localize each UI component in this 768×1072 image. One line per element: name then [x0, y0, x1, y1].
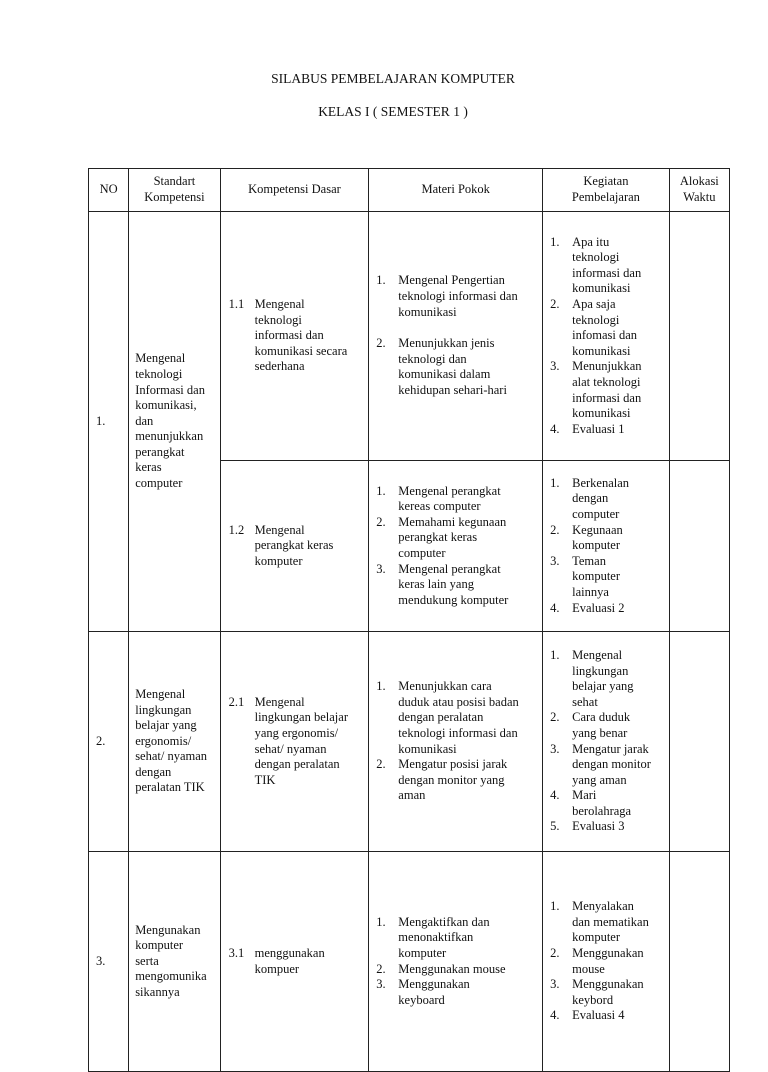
list-number: 2. [550, 710, 560, 725]
list-item-text: yang aman [572, 772, 627, 787]
list-item [548, 819, 666, 835]
kompetensi-dasar-cell [220, 632, 369, 852]
list-item-text: dengan monitor [572, 757, 651, 772]
list-item-text: Cara duduk [572, 710, 631, 725]
list-number: 2. [376, 757, 386, 772]
list-item-text: komunikasi [398, 741, 457, 756]
kompetensi-dasar-item: 2.1 Mengenal lingkungan belajar yang ergonomis/ sehat/ nyaman dengan peralatan TIK [228, 694, 348, 787]
alokasi-waktu-cell [669, 632, 729, 852]
table-row [89, 852, 730, 1072]
list-item [548, 899, 666, 946]
list-item-text: komputer [572, 569, 621, 584]
header-standart-kompetensi: Standart Kompetensi [129, 169, 220, 212]
list-item-text: perangkat keras [398, 530, 478, 545]
list-item-text: Apa saja [572, 297, 616, 312]
list-item-text: informasi dan [572, 390, 642, 405]
list-item-text: Mengenal Pengertian [398, 273, 505, 288]
list-item-text: Apa itu [572, 234, 610, 249]
list-item-text: Menggunakan mouse [398, 961, 506, 976]
list-item [374, 757, 539, 804]
list-item-text: teknologi [572, 312, 620, 327]
list-item-text: Mari [572, 788, 597, 803]
header-alokasi-waktu: Alokasi Waktu [669, 169, 729, 212]
list-item-text: Menggunakan [572, 945, 644, 960]
list-item-text: komunikasi [572, 406, 631, 421]
list-item [548, 359, 666, 421]
kegiatan-list [548, 899, 666, 1024]
list-item-text: aman [398, 788, 426, 803]
list-number: 4. [550, 1008, 560, 1023]
list-item-text: teknologi dan [398, 351, 467, 366]
list-number: 1. [376, 273, 386, 288]
list-item-text: Mengatur posisi jarak [398, 757, 508, 772]
materi-pokok-cell [369, 852, 543, 1072]
header-no: NO [89, 169, 129, 212]
list-item [548, 710, 666, 741]
row-number: 3. [89, 852, 129, 1072]
list-item [374, 915, 539, 962]
list-item-text: Memahami kegunaan [398, 514, 507, 529]
header-kegiatan-pembelajaran: Kegiatan Pembelajaran [543, 169, 670, 212]
list-item-text: Evaluasi 1 [572, 421, 625, 436]
list-item-text: keybord [572, 992, 614, 1007]
list-item [548, 235, 666, 297]
list-item-text: mouse [572, 961, 605, 976]
list-number: 3. [376, 561, 386, 576]
list-item-text: mendukung komputer [398, 592, 509, 607]
list-item [374, 679, 539, 757]
document-title: SILABUS PEMBELAJARAN KOMPUTER [271, 71, 515, 86]
standart-kompetensi-cell: Mengenal lingkungan belajar yang ergonomis/ sehat/ nyaman dengan peralatan TIK [129, 632, 220, 852]
materi-list [374, 915, 539, 1009]
list-number: 1. [550, 899, 560, 914]
list-item-text: teknologi [572, 250, 620, 265]
alokasi-waktu-cell [669, 852, 729, 1072]
list-item-text: lainnya [572, 584, 609, 599]
materi-list [374, 679, 539, 804]
list-item-text: Evaluasi 3 [572, 819, 625, 834]
list-item [548, 554, 666, 601]
list-number: 3. [550, 977, 560, 992]
list-item-text: infomasi dan [572, 328, 638, 343]
kegiatan-pembelajaran-cell [543, 212, 670, 461]
list-item [548, 523, 666, 554]
list-item-text: teknologi informasi dan [398, 725, 518, 740]
kompetensi-number: 1.2 [228, 522, 245, 537]
header-materi-pokok: Materi Pokok [369, 169, 543, 212]
list-item-text: computer [572, 507, 620, 522]
standart-kompetensi-cell: Mengenal teknologi Informasi dan komunikasi, dan menunjukkan perangkat keras computer [129, 212, 220, 632]
kegiatan-list [548, 648, 666, 835]
list-number: 5. [550, 819, 560, 834]
list-number: 3. [376, 977, 386, 992]
list-item-text: Mengenal [572, 647, 623, 662]
list-item-text: duduk atau posisi badan [398, 694, 519, 709]
list-item-text: komunikasi [572, 281, 631, 296]
list-item-text: Evaluasi 4 [572, 1008, 625, 1023]
list-item [548, 422, 666, 438]
list-item [548, 1008, 666, 1024]
list-item-text: Kegunaan [572, 522, 623, 537]
list-item-text: kehidupan sehari-hari [398, 382, 507, 397]
list-number: 2. [376, 336, 386, 351]
standart-kompetensi-cell: Mengunakan komputer serta mengomunika sikannya [129, 852, 220, 1072]
kegiatan-list [548, 235, 666, 438]
row-number: 1. [89, 212, 129, 632]
list-item-text: Menyalakan [572, 899, 634, 914]
kompetensi-dasar-cell [220, 852, 369, 1072]
kegiatan-list [548, 476, 666, 616]
list-item-text: Mengatur jarak [572, 741, 649, 756]
list-item-text: Mengenal perangkat [398, 483, 501, 498]
list-item [548, 601, 666, 617]
list-item [548, 297, 666, 359]
list-item-text: Menggunakan [398, 977, 470, 992]
alokasi-waktu-cell [669, 212, 729, 461]
list-item-text: dengan [572, 491, 609, 506]
list-number: 4. [550, 421, 560, 436]
list-item-text: menonaktifkan [398, 930, 474, 945]
kompetensi-number: 2.1 [228, 694, 245, 709]
list-item-text: dengan peralatan [398, 710, 484, 725]
list-number: 2. [550, 522, 560, 537]
list-item-text: keyboard [398, 992, 445, 1007]
list-item [374, 484, 539, 515]
list-item-text: komunikasi [572, 343, 631, 358]
kompetensi-dasar-item: 1.1 Mengenal teknologi informasi dan komunikasi secara sederhana [228, 297, 348, 374]
document-subtitle: KELAS I ( SEMESTER 1 ) [318, 104, 468, 119]
kompetensi-number: 1.1 [228, 297, 245, 312]
kegiatan-pembelajaran-cell [543, 632, 670, 852]
kompetensi-dasar-item: 3.1 menggunakan kompuer [228, 945, 325, 976]
list-item-text: kereas computer [398, 499, 481, 514]
list-item-text: komputer [572, 930, 621, 945]
list-item-text: informasi dan [572, 265, 642, 280]
alokasi-waktu-cell [669, 461, 729, 632]
list-item-text: Mengenal perangkat [398, 561, 501, 576]
list-item-text: dan mematikan [572, 914, 649, 929]
materi-list [374, 484, 539, 609]
list-item [374, 562, 539, 609]
list-item-text: Mengaktifkan dan [398, 914, 490, 929]
list-item-text: komputer [572, 538, 621, 553]
list-number: 1. [376, 679, 386, 694]
list-item-text: Menunjukkan cara [398, 679, 492, 694]
list-item-text: sehat [572, 694, 598, 709]
list-item-text: computer [398, 546, 446, 560]
list-item-text: Menggunakan [572, 977, 644, 992]
list-number: 1. [550, 234, 560, 249]
list-number: 2. [376, 961, 386, 976]
list-number: 3. [550, 741, 560, 756]
list-item-text: komputer [398, 945, 447, 960]
list-number: 3. [550, 553, 560, 568]
header-row [89, 169, 730, 212]
list-number: 4. [550, 788, 560, 803]
list-number: 2. [550, 297, 560, 312]
table-row [89, 632, 730, 852]
list-number: 3. [550, 359, 560, 374]
kompetensi-dasar-item: 1.2 Mengenal perangkat keras komputer [228, 522, 334, 568]
list-item [548, 742, 666, 789]
list-number: 1. [550, 475, 560, 490]
materi-pokok-cell [369, 632, 543, 852]
list-number: 4. [550, 600, 560, 615]
list-item-text: alat teknologi [572, 374, 641, 389]
list-item-text: keras lain yang [398, 577, 474, 592]
materi-pokok-cell [369, 212, 543, 461]
list-item [548, 977, 666, 1008]
materi-list [374, 273, 539, 398]
list-number: 2. [550, 945, 560, 960]
list-item-text: komunikasi [398, 304, 457, 319]
table-row [89, 212, 730, 461]
list-item-text: Teman [572, 553, 606, 568]
list-item-text: belajar yang [572, 679, 634, 694]
kompetensi-dasar-cell [220, 461, 369, 632]
list-item-text: Menunjukkan [572, 359, 642, 374]
kompetensi-dasar-cell [220, 212, 369, 461]
list-number: 1. [550, 647, 560, 662]
list-item-text: dengan monitor yang [398, 772, 505, 787]
list-item-text: Berkenalan [572, 475, 630, 490]
materi-pokok-cell [369, 461, 543, 632]
list-item [374, 977, 539, 1008]
kompetensi-number: 3.1 [228, 945, 245, 960]
list-item-text: teknologi informasi dan [398, 289, 518, 304]
header-kompetensi-dasar: Kompetensi Dasar [220, 169, 369, 212]
list-item-text: berolahraga [572, 803, 632, 818]
list-item [374, 515, 539, 562]
list-item-text: Evaluasi 2 [572, 600, 625, 615]
list-item [548, 476, 666, 523]
list-spacer [374, 320, 539, 336]
list-item-text: yang benar [572, 725, 628, 740]
list-item [548, 788, 666, 819]
list-item-text: Menunjukkan jenis [398, 336, 495, 351]
syllabus-table [88, 168, 730, 1072]
list-item-text: komunikasi dalam [398, 367, 491, 382]
row-number: 2. [89, 632, 129, 852]
list-item [374, 962, 539, 978]
list-number: 1. [376, 483, 386, 498]
list-item [548, 648, 666, 710]
list-item [548, 946, 666, 977]
list-item-text: lingkungan [572, 663, 629, 678]
list-item [374, 336, 539, 398]
kegiatan-pembelajaran-cell [543, 461, 670, 632]
list-number: 1. [376, 914, 386, 929]
list-item [374, 273, 539, 320]
list-number: 2. [376, 514, 386, 529]
kegiatan-pembelajaran-cell [543, 852, 670, 1072]
